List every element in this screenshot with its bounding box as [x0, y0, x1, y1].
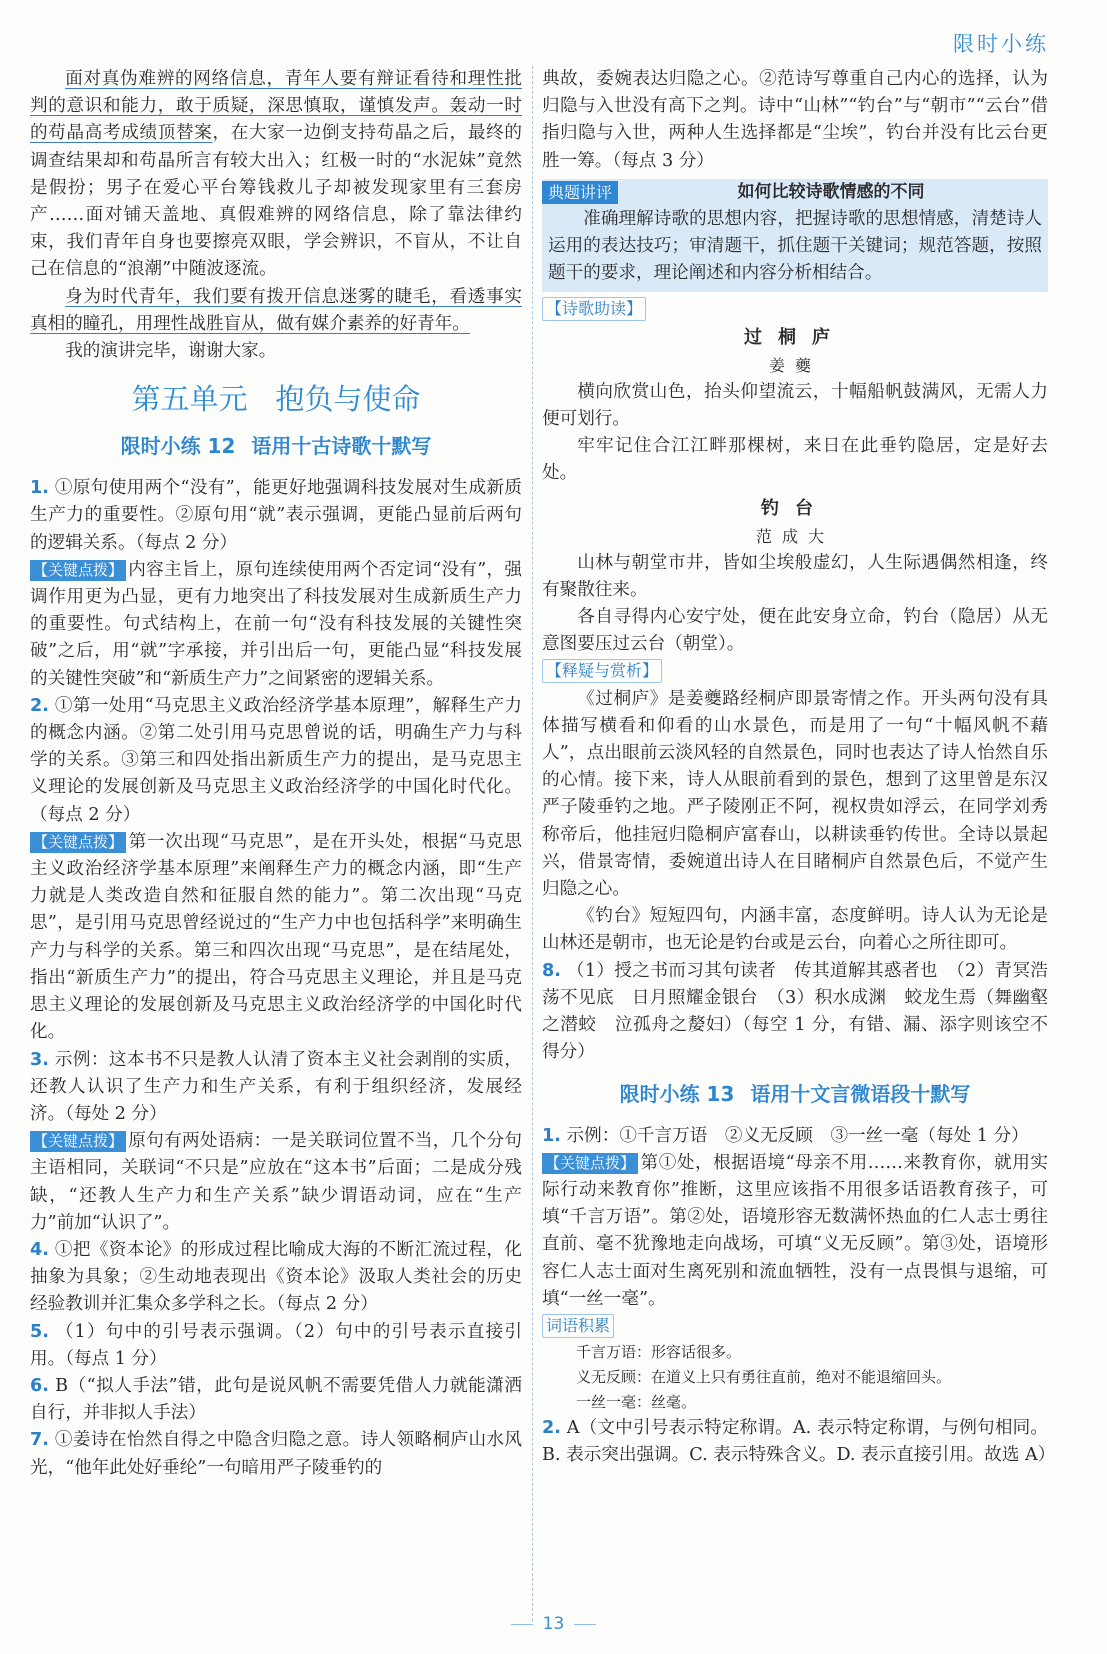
key-point-tag: 【关键点拨】 [30, 1131, 126, 1152]
poem-guide-tag: 【诗歌助读】 [542, 297, 646, 321]
answer-13-2: 2. A（文中引号表示特定称谓。A. 表示特定称谓，与例句相同。B. 表示突出强调。C. 表示特殊含义。D. 表示直接引用。故选 A） [542, 1418, 1056, 1466]
poem-1-line-2: 牢牢记住合江江畔那棵树，来日在此垂钓隐居，定是好去处。 [542, 436, 1048, 484]
explain-box [542, 179, 1048, 292]
analysis-tag: 【释疑与赏析】 [542, 659, 662, 683]
answer-13-1-key: 【关键点拨】 第①处，根据语境“母亲不用……来教育你，就用实际行动来教育你”推断，这里应该指不用很多话语教育孩子，可填“千言万语”。第②处，语境形容无数满怀热血的仁人志士勇往直前、毫不犹豫地走向战场，可填“义无反顾”。第③处，语境形容仁人志士面对生离死别和流血牺牲，没有一点畏惧与退缩，可填“一丝一毫”。 [542, 1152, 1048, 1309]
answer-7: 7. ①姜诗在怡然自得之中隐含归隐之意。诗人领略桐庐山水风光，“他年此处好垂纶”一句暗用严子陵垂钓的 [30, 1430, 522, 1478]
answer-4: 4. ①把《资本论》的形成过程比喻成大海的不断汇流过程，化抽象为具象；②生动地表现出《资本论》汲取人类社会的历史经验教训并汇集众多学科之长。（每点 2 分） [30, 1239, 522, 1315]
poem-1-line-1: 横向欣赏山色，抬头仰望流云，十幅船帆鼓满风，无需人力便可划行。 [542, 381, 1048, 430]
vocab-item: 一丝一毫：丝毫。 [576, 1393, 697, 1412]
key-point-tag: 【关键点拨】 [30, 560, 126, 581]
speech-paragraph-3: 我的演讲完毕，谢谢大家。 [65, 341, 277, 362]
answer-13-1: 1. 示例：①千言万语 ②义无反顾 ③一丝一毫（每处 1 分） [542, 1125, 1029, 1146]
answer-6: 6. B（“拟人手法”错，此句是说风帆不需要凭借人力就能潇洒自行，并非拟人手法） [30, 1375, 523, 1424]
key-point-tag: 【关键点拨】 [30, 832, 126, 853]
section-title-12: 限时小练 12 语用十古诗歌十默写 [120, 434, 432, 459]
explain-tag: 典题讲评 [542, 181, 618, 204]
poem-2-line-2: 各自寻得内心安宁处，便在此安身立命，钓台（隐居）从无意图要压过云台（朝堂）。 [542, 607, 1048, 655]
section-title-13: 限时小练 13 语用十文言微语段十默写 [619, 1081, 971, 1106]
unit-title: 第五单元 抱负与使命 [131, 382, 421, 417]
explain-body: 准确理解诗歌的思想内容，把握诗歌的思想情感，清楚诗人运用的表达技巧；审清题干，抓住题干关键词；规范答题，按照题干的要求，理论阐述和内容分析相结合。 [548, 209, 1042, 284]
poem-2-title: 钓台 [761, 497, 829, 519]
vocab-item: 千言万语：形容话很多。 [576, 1343, 742, 1362]
poem-2-author: 范成大 [755, 526, 834, 546]
answer-3-key: 【关键点拨】 原句有两处语病：一是关联词位置不当，几个分句主语相同，关联词“不只是”应放在“这本书”后面；二是成分残缺，“还教人生产力和生产关系”缺少谓语动词，应在“生产力”前加“认识了”。 [30, 1131, 522, 1233]
answer-3: 3. 示例：这本书不只是教人认清了资本主义社会剥削的实质，还教人认识了生产力和生产关系，有利于组织经济，发展经济。（每处 2 分） [30, 1049, 522, 1124]
answer-1: 1. ①原句使用两个“没有”，能更好地强调科技发展对生成新质生产力的重要性。②原句用“就”表示强调，更能凸显前后两句的逻辑关系。（每点 2 分） [30, 478, 522, 553]
answer-8: 8. （1）授之书而习其句读者 传其道解其惑者也 （2）青冥浩荡不见底 日月照耀金银台 （3）积水成渊 蛟龙生焉（舞幽壑之潜蛟 泣孤舟之嫠妇）（每空 1 分，有错、漏、添字则该空不得分） [542, 960, 1048, 1063]
key-point-tag: 【关键点拨】 [542, 1153, 638, 1174]
poem-1-title: 过桐庐 [744, 326, 846, 348]
vocab-tag: 词语积累 [542, 1314, 614, 1338]
left-column [30, 66, 522, 1482]
analysis-paragraph-2: 《钓台》短短四句，内涵丰富，态度鲜明。诗人认为无论是山林还是朝市，也无论是钓台或是云台，向着心之所往即可。 [542, 906, 1048, 954]
running-header: 限时小练 [953, 32, 1049, 56]
answer-2: 2. ①第一处用“马克思主义政治经济学基本原理”，解释生产力的概念内涵。②第二处引用马克思曾说的话，明确生产力与科学的关系。③第三和四处指出新质生产力的提出，是马克思主义理论的发展创新及马克思主义政治经济学的中国化时代化。（每点 2 分） [30, 695, 522, 825]
answer-1-key: 【关键点拨】 内容主旨上，原句连续使用两个否定词“没有”，强调作用更为凸显，更有力地突出了科技发展对生成新质生产力的重要性。句式结构上，在前一句“没有科技发展的关键性突破”之后，用“就”字承接，并引出后一句，更能凸显“科技发展的关键性突破”和“新质生产力”之间紧密的逻辑关系。 [30, 559, 522, 689]
answer-2-key: 【关键点拨】 第一次出现“马克思”，是在开头处，根据“马克思主义政治经济学基本原理”来阐释生产力的概念内涵，即“生产力就是人类改造自然和征服自然的能力”。第二次出现“马克思”，是引用马克思曾经说过的“生产力中也包括科学”来明确生产力与科学的关系。第三和四次出现“马克思”，是在结尾处，指出“新质生产力”的提出，符合马克思主义理论，并且是马克思主义理论的发展创新及马克思主义政治经济学的中国化时代化。 [30, 831, 522, 1043]
analysis-paragraph-1: 《过桐庐》是姜夔路经桐庐即景寄情之作。开头两句没有具体描写横看和仰看的山水景色，而是用了一句“十幅风帆不藉人”，点出眼前云淡风轻的自然景色，同时也表达了诗人怡然自乐的心情。接下来，诗人从眼前看到的景色，想到了这里曾是东汉严子陵垂钓之地。严子陵刚正不阿，视权贵如浮云，在同学刘秀称帝后，他挂冠归隐桐庐富春山，以耕读垂钓传世。全诗以景起兴，借景寄情，委婉道出诗人在目睹桐庐自然景色后，不觉产生归隐之心。 [542, 688, 1048, 900]
answer-5: 5. （1）句中的引号表示强调。（2）句中的引号表示直接引用。（每点 1 分） [30, 1321, 522, 1369]
page-number: 13 [0, 1614, 1107, 1634]
vocab-item: 义无反顾：在道义上只有勇往直前，绝对不能退缩回头。 [576, 1368, 952, 1387]
speech-paragraph-2: 身为时代青年，我们要有拨开信息迷雾的睫毛，看透事实真相的瞳孔，用理性战胜盲从，做有媒介素养的好青年。 [30, 286, 522, 334]
poem-2-line-1: 山林与朝堂市井，皆如尘埃般虚幻，人生际遇偶然相逢，终有聚散往来。 [542, 552, 1048, 600]
answer-7-continued: 典故，委婉表达归隐之心。②范诗写尊重自己内心的选择，认为归隐与入世没有高下之判。诗中“山林”“钓台”与“朝市”“云台”借指归隐与入世，两种人生选择都是“尘埃”，钓台并没有比云台更胜一筹。（每点 3 分） [542, 69, 1048, 171]
explain-title: 如何比较诗歌情感的不同 [737, 181, 925, 202]
column-divider [532, 66, 533, 1621]
poem-1-author: 姜夔 [768, 355, 821, 375]
right-column [542, 66, 1056, 1470]
speech-paragraph-1: 面对真伪难辨的网络信息，青年人要有辩证看待和理性批判的意识和能力，敢于质疑，深思慎取，谨慎发声。轰动一时的苟晶高考成绩顶替案，在大家一边倒支持苟晶之后，最终的调查结果却和苟晶所言有较大出入；红极一时的“水泥妹”竟然是假扮；男子在爱心平台筹钱救儿子却被发现家里有三套房产……面对铺天盖地、真假难辨的网络信息，除了靠法律约束，我们青年自身也要擦亮双眼，学会辨识，不盲从，不让自己在信息的“浪潮”中随波逐流。 [30, 69, 522, 280]
